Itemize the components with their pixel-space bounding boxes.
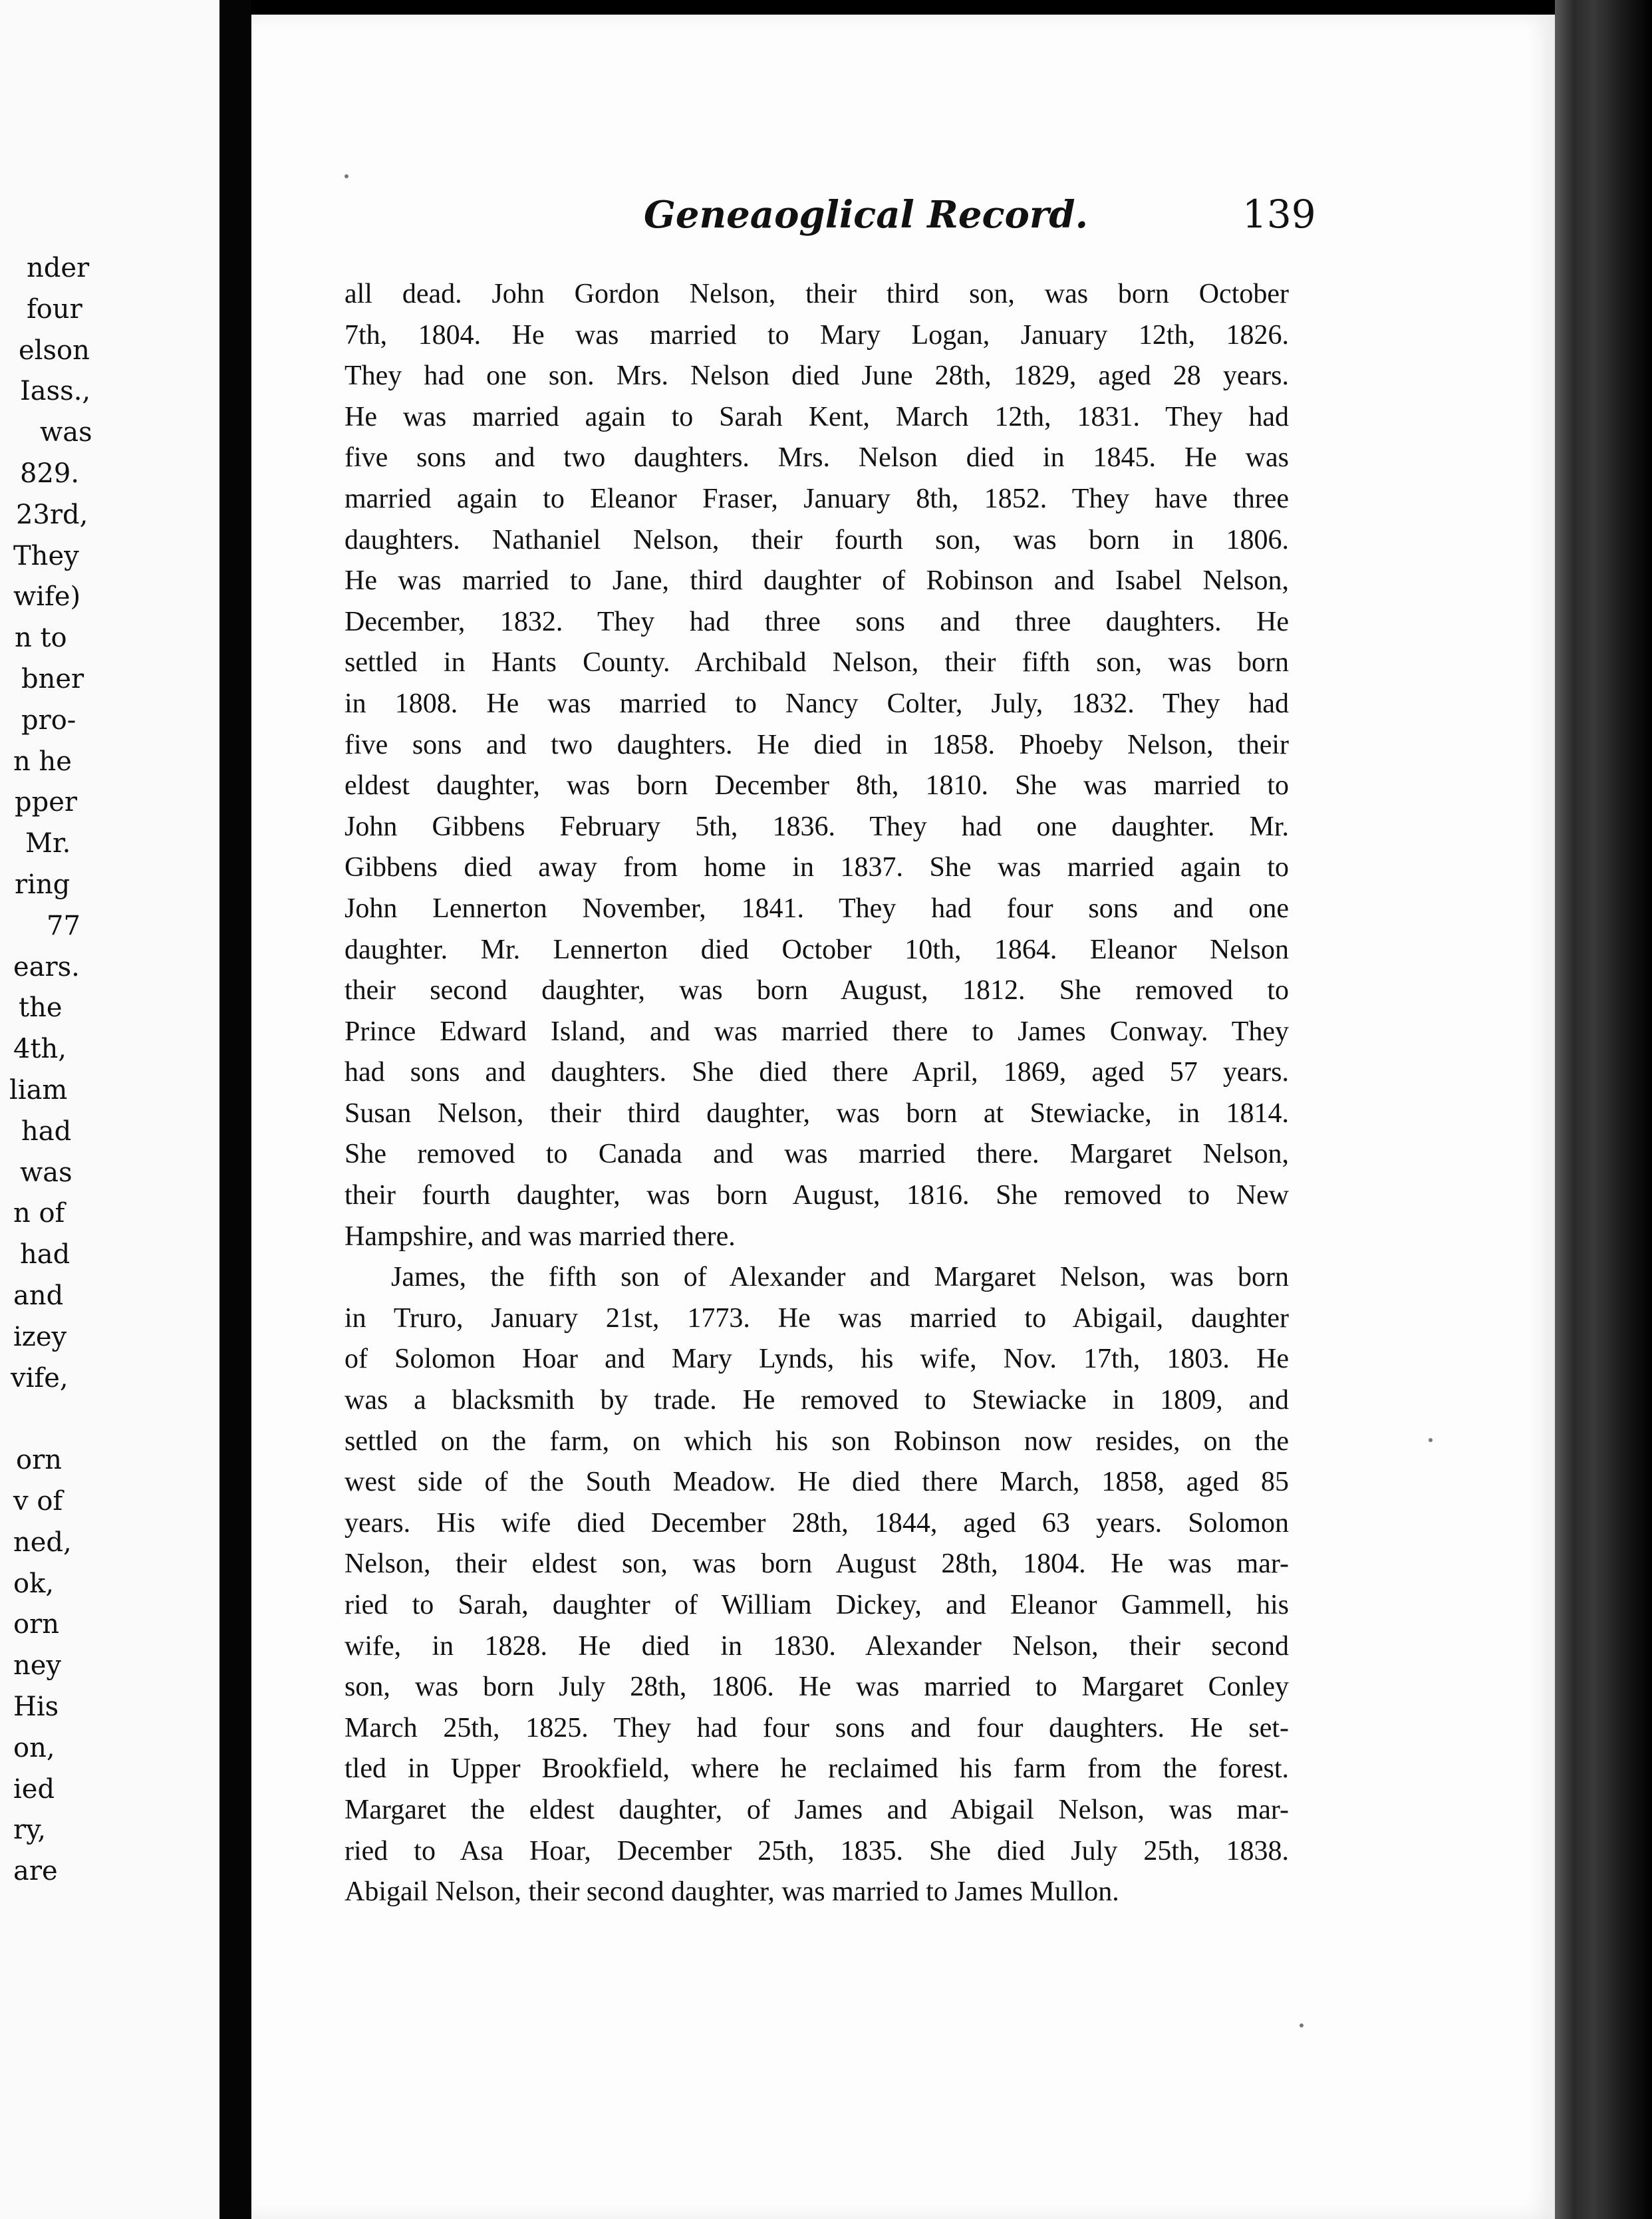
paper-speck [1300,2023,1304,2027]
book-page [251,15,1555,2219]
text-line: James, the fifth son of Alexander and Margaret Nelson, was born [391,1262,1289,1293]
facing-page-line: on, [13,1732,55,1763]
text-line: settled on the farm, on which his son Robinson now resides, on the [344,1425,1289,1457]
text-line: of Solomon Hoar and Mary Lynds, his wife, Nov. 17th, 1803. He [344,1344,1289,1375]
facing-page-line: 829. [20,458,80,489]
text-line: 7th, 1804. He was married to Mary Logan, January 12th, 1826. [344,319,1289,351]
text-line: Susan Nelson, their third daughter, was born at Stewiacke, in 1814. [344,1098,1289,1129]
text-line: their second daughter, was born August, 1812. She removed to [344,975,1289,1006]
facing-page-line: vife, [11,1362,69,1394]
facing-page-line: v of [13,1486,63,1517]
text-line: Prince Edward Island, and was married there to James Conway. They [344,1016,1289,1047]
text-line: Margaret the eldest daughter, of James and Abigail Nelson, was mar- [344,1794,1289,1825]
text-line: March 25th, 1825. They had four sons and four daughters. He set- [344,1712,1289,1743]
facing-page-line: 23rd, [16,499,88,530]
facing-page-fragment [0,0,219,2219]
facing-page-line: orn [13,1609,59,1640]
text-line: eldest daughter, was born December 8th, 1810. She was married to [344,770,1289,802]
text-line: Gibbens died away from home in 1837. She was married again to [344,852,1289,883]
facing-page-line: and [13,1280,64,1311]
page-title: Geneaoglical Record. [644,193,1089,237]
facing-page-line: izey [13,1321,67,1352]
facing-page-line: Mr. [25,828,71,859]
page-number: 139 [1242,192,1316,237]
text-line: daughters. Nathaniel Nelson, their fourth son, was born in 1806. [344,524,1289,555]
facing-page-line: had [20,1239,70,1270]
facing-page-line: nder [27,253,90,283]
facing-page-line: ok, [13,1568,55,1599]
text-line: December, 1832. They had three sons and three daughters. He [344,606,1289,637]
facing-page-line: 4th, [13,1034,67,1065]
text-line: He was married to Jane, third daughter of Robinson and Isabel Nelson, [344,565,1289,597]
facing-page-line: n he [13,746,72,777]
facing-page-line: ring [15,869,70,900]
facing-page-line: elson [19,335,90,366]
book-gutter [219,0,251,2219]
facing-page-line: bner [21,664,84,694]
text-line: Hampshire, and was married there. [344,1221,736,1252]
running-head [251,193,1555,246]
facing-page-line: ney [13,1650,62,1682]
text-line: their fourth daughter, was born August, 1816. She removed to New [344,1180,1289,1211]
text-line: daughter. Mr. Lennerton died October 10th, 1864. Eleanor Nelson [344,934,1289,965]
facing-page-line: pper [15,787,78,818]
facing-page-line: was [40,417,92,448]
paper-speck [344,174,348,178]
text-line: ried to Asa Hoar, December 25th, 1835. She died July 25th, 1838. [344,1835,1289,1866]
text-line: She removed to Canada and was married there. Margaret Nelson, [344,1139,1289,1170]
facing-page-line: orn [16,1445,62,1476]
facing-page-line: pro- [21,704,76,736]
text-line: wife, in 1828. He died in 1830. Alexander Nelson, their second [344,1630,1289,1662]
facing-page-line: They [13,540,79,571]
text-line: son, was born July 28th, 1806. He was married to Margaret Conley [344,1672,1289,1703]
text-line: five sons and two daughters. Mrs. Nelson died in 1845. He was [344,442,1289,474]
text-line: Abigail Nelson, their second daughter, was married to James Mullon. [344,1876,1119,1908]
text-line: west side of the South Meadow. He died there March, 1858, aged 85 [344,1467,1289,1498]
text-line: married again to Eleanor Fraser, January 8th, 1852. They have three [344,483,1289,514]
text-line: was a blacksmith by trade. He removed to Stewiacke in 1809, and [344,1385,1289,1416]
text-line: tled in Upper Brookfield, where he reclaimed his farm from the forest. [344,1753,1289,1785]
paper-speck [1429,1438,1433,1442]
facing-page-line: ned, [13,1527,72,1558]
text-line: all dead. John Gordon Nelson, their third son, was born October [344,279,1289,309]
facing-page-line: was [20,1157,72,1188]
facing-page-line: 77 [47,910,80,941]
facing-page-line: ears. [13,951,80,982]
text-line: John Gibbens February 5th, 1836. They had one daughter. Mr. [344,811,1289,842]
text-line: They had one son. Mrs. Nelson died June 28th, 1829, aged 28 years. [344,361,1289,392]
facing-page-line: wife) [13,581,81,613]
text-line: in 1808. He was married to Nancy Colter, July, 1832. They had [344,688,1289,719]
facing-page-line: ry, [13,1815,47,1846]
text-line: He was married again to Sarah Kent, March 12th, 1831. They had [344,401,1289,432]
facing-page-line: had [21,1115,72,1147]
facing-page-line: n to [15,623,67,654]
text-line: years. His wife died December 28th, 1844, aged 63 years. Solomon [344,1507,1289,1539]
facing-page-line: are [13,1856,58,1887]
facing-page-line: His [13,1692,59,1722]
facing-page-line: ied [13,1773,55,1805]
text-line: John Lennerton November, 1841. They had four sons and one [344,893,1289,924]
text-line: ried to Sarah, daughter of William Dickey, and Eleanor Gammell, his [344,1590,1289,1620]
text-line: had sons and daughters. She died there April, 1869, aged 57 years. [344,1057,1289,1088]
text-line: Nelson, their eldest son, was born August 28th, 1804. He was mar- [344,1549,1289,1580]
facing-page-line: the [19,992,63,1024]
text-line: settled in Hants County. Archibald Nelson, their fifth son, was born [344,647,1289,678]
text-line: in Truro, January 21st, 1773. He was married to Abigail, daughter [344,1302,1289,1334]
page-edge-shadow [1555,0,1652,2219]
page-body [344,274,1555,1913]
text-line: five sons and two daughters. He died in 1858. Phoeby Nelson, their [344,729,1289,760]
facing-page-line: Iass., [20,376,91,407]
facing-page-line: n of [13,1198,65,1229]
facing-page-line: four [27,293,82,325]
facing-page-line: liam [9,1075,68,1106]
